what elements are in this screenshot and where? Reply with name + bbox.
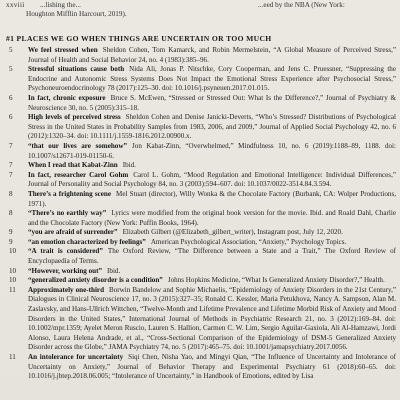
note-entry xyxy=(0,142,400,161)
note-citation: Johns Hopkins Medicine, “What Is Generalized Anxiety Disorder?,” Health. xyxy=(167,276,385,285)
note-lead-phrase: “generalized anxiety disorder is a condition” xyxy=(28,276,163,285)
note-entry xyxy=(0,171,400,190)
note-citation: Siqi Chen, Nisha Yao, and Mingyi Qian, “The Influence of Uncertainty and Intolerance of Uncertainty on Anxiety,” Journal of Behavior Therapy and Experimental Psychiatry 61 (2018):60–65. doi: 10.1016/j.jbtep.2018.06.005; “Intolerance of Uncertainty,” in Handbook of Emotions, edited by Lisa xyxy=(28,353,396,381)
note-lead-phrase: An intolerance for uncertainty xyxy=(28,353,124,361)
note-citation: Sheldon Cohen and Denise Janicki-Deverts, “Who’s Stressed? Distributions of Psychological Stress in the United States in Probability Samples from 1983, 2006, and 2009,” Journal of Applied Social Psychology 42, no. 6 (2012):1320–34. doi: 10.1111/j.1559-1816.2012.00900.x. xyxy=(28,113,396,141)
note-page-number: 10 xyxy=(9,276,17,285)
note-lead-phrase: Stressful situations cause both xyxy=(28,65,125,74)
note-lead-phrase: In fact, chronic exposure xyxy=(28,93,106,102)
note-citation: Bruce S. McEwen, “Stressed or Stressed Out: What Is the Difference?,” Journal of Psychiatry & Neuroscience 30, no. 5 (2005):315–18. xyxy=(28,93,396,112)
note-lead-phrase: “that our lives are somehow” xyxy=(28,141,128,150)
header-continued-line: Houghton Mifflin Harcourt, 2019). xyxy=(26,10,127,18)
note-page-number: 7 xyxy=(9,161,13,170)
note-page-number: 6 xyxy=(9,113,13,122)
note-lead-phrase: “an emotion characterized by feelings” xyxy=(28,237,146,246)
note-entry xyxy=(0,190,400,209)
header-fragment-right: ...eed by the NBA (New York: xyxy=(258,1,345,9)
note-citation: Carol L. Gohm, “Mood Regulation and Emotional Intelligence: Individual Differences,” Journal of Personality and Social Psychology 84, no. 3 (2003):594–607. doi: 10.1037/0022-3514.84.3.594. xyxy=(28,170,396,189)
note-citation: American Psychological Association, “Anxiety,” Psychology Topics. xyxy=(150,237,347,246)
note-page-number: 10 xyxy=(9,266,17,275)
note-entry xyxy=(0,276,400,286)
note-entry xyxy=(0,353,400,382)
note-lead-phrase: High levels of perceived stress xyxy=(28,113,121,122)
note-lead-phrase: “There’s no earthly way” xyxy=(28,209,107,218)
note-entry xyxy=(0,286,400,353)
note-entry xyxy=(0,65,400,94)
note-lead-phrase: “A trait is considered” xyxy=(28,247,103,256)
section-heading: #1 PLACES WE GO WHEN THINGS ARE UNCERTAIN OR TOO MUCH xyxy=(6,34,272,43)
note-lead-phrase: There’s a frightening scene xyxy=(28,189,112,198)
note-entry xyxy=(0,247,400,266)
note-citation: Jon Kabat-Zinn, “Overwhelmed,” Mindfulness 10, no. 6 (2019):1188–89, 1188. doi: 10.1007/s12671-019-01150-6. xyxy=(28,141,396,160)
note-citation: Lyrics were modified from the original book version for the movie. Ibid. and Roald Dahl, Charlie and the Chocolate Factory (New York: Puffin Books, 1964). xyxy=(28,209,396,227)
note-page-number: 7 xyxy=(9,170,13,179)
note-page-number: 6 xyxy=(9,93,13,102)
note-entry xyxy=(0,94,400,113)
note-entry xyxy=(0,267,400,277)
note-page-number: 10 xyxy=(9,247,17,256)
note-citation: Sheldon Cohen, Tom Kamarck, and Robin Mermelstein, “A Global Measure of Perceived Stress,” Journal of Health and Social Behavior 24, no. 4 (1983):385–96. xyxy=(28,46,397,64)
note-lead-phrase: Approximately one-third xyxy=(28,285,105,294)
note-citation: Ibid. xyxy=(122,161,136,170)
note-page-number: 8 xyxy=(9,189,13,198)
note-page-number: 9 xyxy=(9,237,13,246)
note-citation: Elizabeth Gilbert (@Elizabeth_gilbert_writer), Instagram post, July 12, 2020. xyxy=(122,228,343,237)
note-lead-phrase: “you are afraid of surrender” xyxy=(28,228,118,237)
note-lead-phrase: We feel stressed when xyxy=(28,46,98,54)
note-page-number: 11 xyxy=(9,285,16,294)
note-page-number: 11 xyxy=(9,353,16,361)
note-citation: Borwin Bandelow and Sophie Michaelis, “Epidemiology of Anxiety Disorders in the 21st Century,” Dialogues in Clinical Neuroscience 17, no. 3 (2015):327–35; Ronald C. Kessler, Maria Petukhova, Nancy A. Sampson, Alan M. Zaslavsky, and Hans-Ullrich Wittchen, “Twelve-Month and Lifetime Prevalence and Lifetime Morbid Risk of Anxiety and Mood Disorders in the United States,” International Journal of Methods in Psychiatric Research 21, no. 3 (2012):169–84. doi: 10.1002/mpr.1359; Ayelet Meron Ruscio, Lauren S. Hallion, Carmen C. W. Lim, Sergio Aguilar-Gaxiola, Ali Al-Hamzawi, Jordi Alonso, Laura Helena Andrade, et al., “Cross-Sectional Comparison of the Epidemiology of DSM-5 Generalized Anxiety Disorder across the Globe,” JAMA Psychiatry 74, no. 5 (2017):465–75. doi: 10.1001/jamapsychiatry.2017.0056. xyxy=(28,285,397,352)
header-fragment-left: ...lishing the... xyxy=(40,1,81,9)
note-page-number: 9 xyxy=(9,228,13,237)
note-page-number: 8 xyxy=(9,209,13,218)
note-entry xyxy=(0,46,400,65)
note-lead-phrase: When I read that Kabat-Zinn xyxy=(28,161,118,170)
notes-list xyxy=(0,46,400,382)
note-page-number: 7 xyxy=(9,141,13,150)
note-entry xyxy=(0,161,400,171)
note-lead-phrase: “However, working out” xyxy=(28,266,103,275)
note-entry xyxy=(0,228,400,238)
page-number: xxviii xyxy=(6,1,25,9)
note-page-number: 5 xyxy=(9,46,13,54)
note-lead-phrase: In fact, researcher Carol Gohm xyxy=(28,170,129,179)
note-citation: Ibid. xyxy=(107,266,121,275)
note-citation: Nida Ali, Jonas P. Nitschke, Cory Cooperman, and Jens C. Pruessner, “Suppressing the Endocrine and Autonomic Stress Systems Does Not Impact the Emotional Stress Experience after Psychosocial Stress,” Psychoneuroendocrinology 78 (2017):125–30. doi: 10.1016/j.psyneuen.2017.01.015. xyxy=(28,65,396,93)
note-entry xyxy=(0,238,400,248)
note-entry xyxy=(0,113,400,142)
note-entry xyxy=(0,209,400,228)
note-citation: The Oxford Review, “The Difference between a State and a Trait,” The Oxford Review of Encyclopaedia of Terms. xyxy=(28,247,396,266)
note-page-number: 5 xyxy=(9,65,13,74)
note-citation: Mel Stuart (director), Willy Wonka & the Chocolate Factory (Burbank, CA: Wolper Productions, 1971). xyxy=(28,189,396,208)
